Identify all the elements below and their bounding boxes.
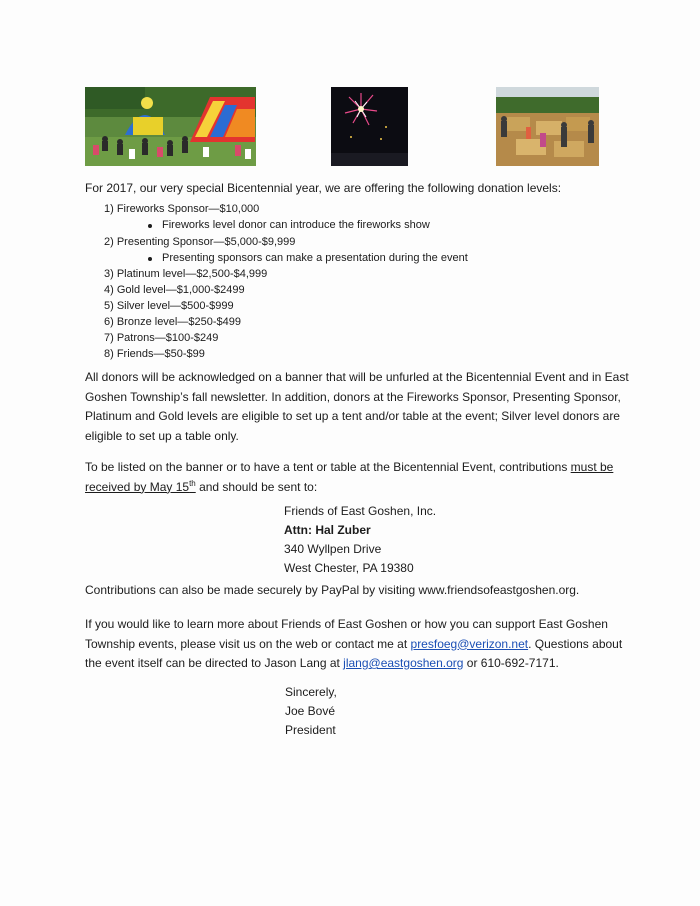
list-item: 8) Friends—$50-$99 — [104, 348, 205, 360]
intro-text: For 2017, our very special Bicentennial year, we are offering the following donation levels: — [85, 181, 562, 195]
list-item: 3) Platinum level—$2,500-$4,999 — [104, 268, 268, 280]
deadline-text: To be listed on the banner or to have a tent or table at the Bicentennial Event, contributions — [85, 460, 571, 474]
list-item: 6) Bronze level—$250-$499 — [104, 316, 241, 328]
address-city: West Chester, PA 19380 — [284, 561, 414, 575]
list-item: 4) Gold level—$1,000-$2499 — [104, 284, 245, 296]
list-item: 2) Presenting Sponsor—$5,000-$9,999 — [104, 236, 296, 248]
list-item: 1) Fireworks Sponsor—$10,000 — [104, 203, 260, 215]
bullet-icon — [148, 257, 152, 261]
deadline-text-end: and should be sent to: — [195, 479, 318, 494]
list-item: Fireworks level donor can introduce the fireworks show — [162, 219, 430, 231]
bounce-house-photo — [85, 87, 256, 166]
signature-name: Joe Bové — [285, 704, 336, 718]
deadline-paragraph — [85, 458, 630, 497]
hay-bales-photo — [496, 87, 599, 166]
fireworks-photo — [331, 87, 408, 166]
signature-closing: Sincerely, — [285, 685, 337, 699]
acknowledgement-paragraph: All donors will be acknowledged on a banner that will be unfurled at the Bicentennial Event and in East Goshen Township’s fall newsletter. In addition, donors at the Fireworks Sponsor, Presenting Sponsor, Platinum and Gold levels are eligible to set up a tent and/or table at the event; Silver level donors are eligible to set up a table only. — [85, 370, 629, 443]
list-item: 7) Patrons—$100-$249 — [104, 332, 219, 344]
signature-title: President — [285, 723, 336, 737]
address-org: Friends of East Goshen, Inc. — [284, 504, 437, 518]
email-link-presfoeg[interactable]: presfoeg@verizon.net — [410, 636, 529, 651]
deadline-underlined: must be received by May 15th — [85, 460, 614, 494]
list-item: 5) Silver level—$500-$999 — [104, 300, 234, 312]
bullet-icon — [148, 224, 152, 228]
email-link-jlang[interactable]: jlang@eastgoshen.org — [343, 656, 464, 670]
list-item: Presenting sponsors can make a presentation during the event — [162, 252, 468, 264]
address-street: 340 Wyllpen Drive — [284, 542, 382, 556]
contact-paragraph: If you would like to learn more about Friends of East Goshen or how you can support East Goshen Township events, please visit us on the web or contact me at presfoeg@verizon.net. Questions about the event itself can be directed to Jason Lang at jlang@eastgoshen.org or 610-692-7171. — [85, 617, 623, 670]
address-attn: Attn: Hal Zuber — [284, 523, 371, 537]
paypal-text: Contributions can also be made securely by PayPal by visiting www.friendsofeastgoshen.org. — [85, 583, 580, 597]
